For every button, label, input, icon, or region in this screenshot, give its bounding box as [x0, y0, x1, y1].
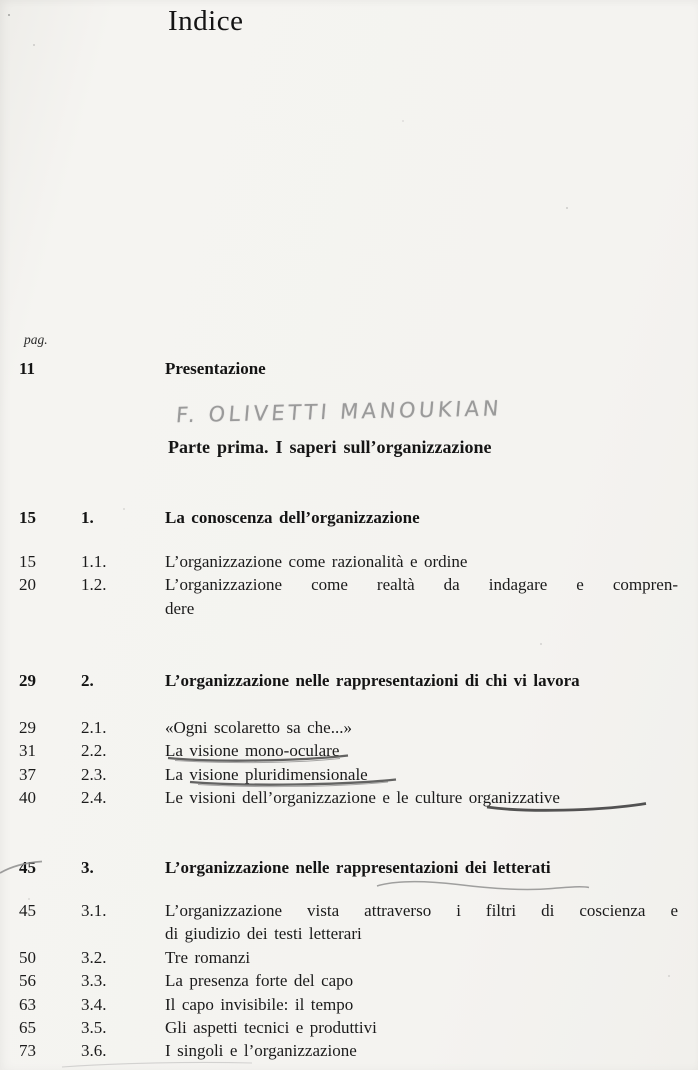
entry-page-number: 15 — [19, 508, 36, 527]
entry-title: L’organizzazione vista attraverso i filtri di coscienza e di giudizio dei testi letterari — [165, 901, 678, 944]
entry-section-number: 3.4. — [81, 994, 107, 1014]
entry-page-number: 11 — [19, 359, 36, 378]
entry-title: Tre romanzi — [165, 947, 251, 967]
entry-title: Presentazione — [165, 359, 266, 378]
toc-entry-row — [0, 669, 678, 692]
scan-speckles — [0, 0, 2, 2]
entry-section-number — [80, 357, 165, 380]
entry-section-number: 3.1. — [81, 901, 107, 920]
entry-page-number: 45 — [19, 901, 36, 920]
entry-page-number: 31 — [19, 741, 36, 761]
entry-page-number: 15 — [19, 552, 36, 571]
toc-group-section-2-heading — [0, 669, 678, 692]
entry-page-number: 45 — [19, 858, 36, 877]
toc-group-section-3-heading — [0, 856, 678, 879]
toc-entry-row — [0, 856, 678, 879]
handwritten-annotation: F. OLIVETTI MANOUKIAN — [175, 396, 503, 428]
entry-title: I singoli e l’organizzazione — [165, 1041, 357, 1061]
toc-entry-row — [0, 357, 678, 380]
entry-title: L’organizzazione come realtà da indagare e compren- dere — [165, 575, 678, 618]
toc-entry-row — [0, 763, 678, 786]
entry-page-number: 37 — [19, 764, 36, 784]
entry-section-number: 3.5. — [81, 1018, 107, 1038]
toc-entry-row — [0, 506, 678, 529]
entry-section-number: 2. — [81, 671, 94, 690]
entry-page-number: 29 — [19, 718, 36, 737]
toc-entry-row — [0, 969, 678, 992]
entry-page-number: 29 — [19, 671, 36, 690]
toc-entry-row — [0, 716, 678, 739]
pencil-wavy-line-section-3 — [377, 882, 589, 890]
page-title: Indice — [168, 5, 244, 37]
toc-entry-row — [0, 993, 678, 1016]
entry-page-number: 65 — [19, 1018, 36, 1038]
entry-section-number: 1.1. — [81, 552, 107, 571]
entry-title: La conoscenza dell’organizzazione — [165, 508, 420, 527]
toc-entry-row — [0, 550, 678, 573]
entry-title: L’organizzazione come razionalità e ordine — [165, 552, 468, 571]
toc-entry-row — [0, 786, 678, 809]
toc-group-section-1-items — [0, 550, 678, 620]
toc-entry-row — [0, 1039, 678, 1062]
toc-entry-row — [0, 899, 678, 946]
page-column-label: pag. — [24, 332, 48, 347]
entry-title: La presenza forte del capo — [165, 971, 354, 991]
entry-section-number: 3.6. — [81, 1041, 107, 1061]
toc-entry-row — [0, 1016, 678, 1039]
entry-page-number: 63 — [19, 994, 36, 1014]
entry-section-number: 2.4. — [81, 788, 107, 808]
entry-section-number: 2.1. — [81, 718, 107, 737]
part-heading: Parte prima. I saperi sull’organizzazione — [168, 437, 492, 457]
entry-page-number: 73 — [19, 1041, 36, 1061]
entry-title: L’organizzazione nelle rappresentazioni dei letterati — [165, 858, 551, 877]
entry-title: La visione mono-oculare — [165, 741, 340, 761]
entry-page-number: 50 — [19, 947, 36, 967]
toc-group-section-2-items — [0, 716, 678, 810]
entry-section-number: 3.2. — [81, 947, 107, 967]
entry-title: Il capo invisibile: il tempo — [165, 994, 354, 1014]
toc-group-section-1-heading — [0, 506, 678, 529]
toc-group-front — [0, 357, 678, 380]
entry-section-number: 3.3. — [81, 971, 107, 991]
entry-section-number: 3. — [81, 858, 94, 877]
entry-section-number: 2.3. — [81, 764, 107, 784]
entry-section-number: 1. — [81, 508, 94, 527]
toc-entry-row — [0, 739, 678, 762]
entry-title: Le visioni dell’organizzazione e le culture organizzative — [165, 788, 560, 808]
entry-title: Gli aspetti tecnici e produttivi — [165, 1018, 377, 1038]
toc-group-section-3-items — [0, 899, 678, 1063]
pencil-faint-bottom-stroke — [62, 1062, 252, 1067]
entry-section-number: 1.2. — [81, 575, 107, 595]
entry-title: La visione pluridimensionale — [165, 764, 368, 784]
entry-title: L’organizzazione nelle rappresentazioni di chi vi lavora — [165, 671, 580, 690]
entry-section-number: 2.2. — [81, 741, 107, 761]
entry-page-number: 20 — [19, 575, 36, 595]
toc-entry-row — [0, 573, 678, 620]
entry-title: «Ogni scolaretto sa che...» — [165, 718, 352, 737]
entry-page-number: 40 — [19, 788, 36, 808]
entry-page-number: 56 — [19, 971, 36, 991]
toc-entry-row — [0, 946, 678, 969]
